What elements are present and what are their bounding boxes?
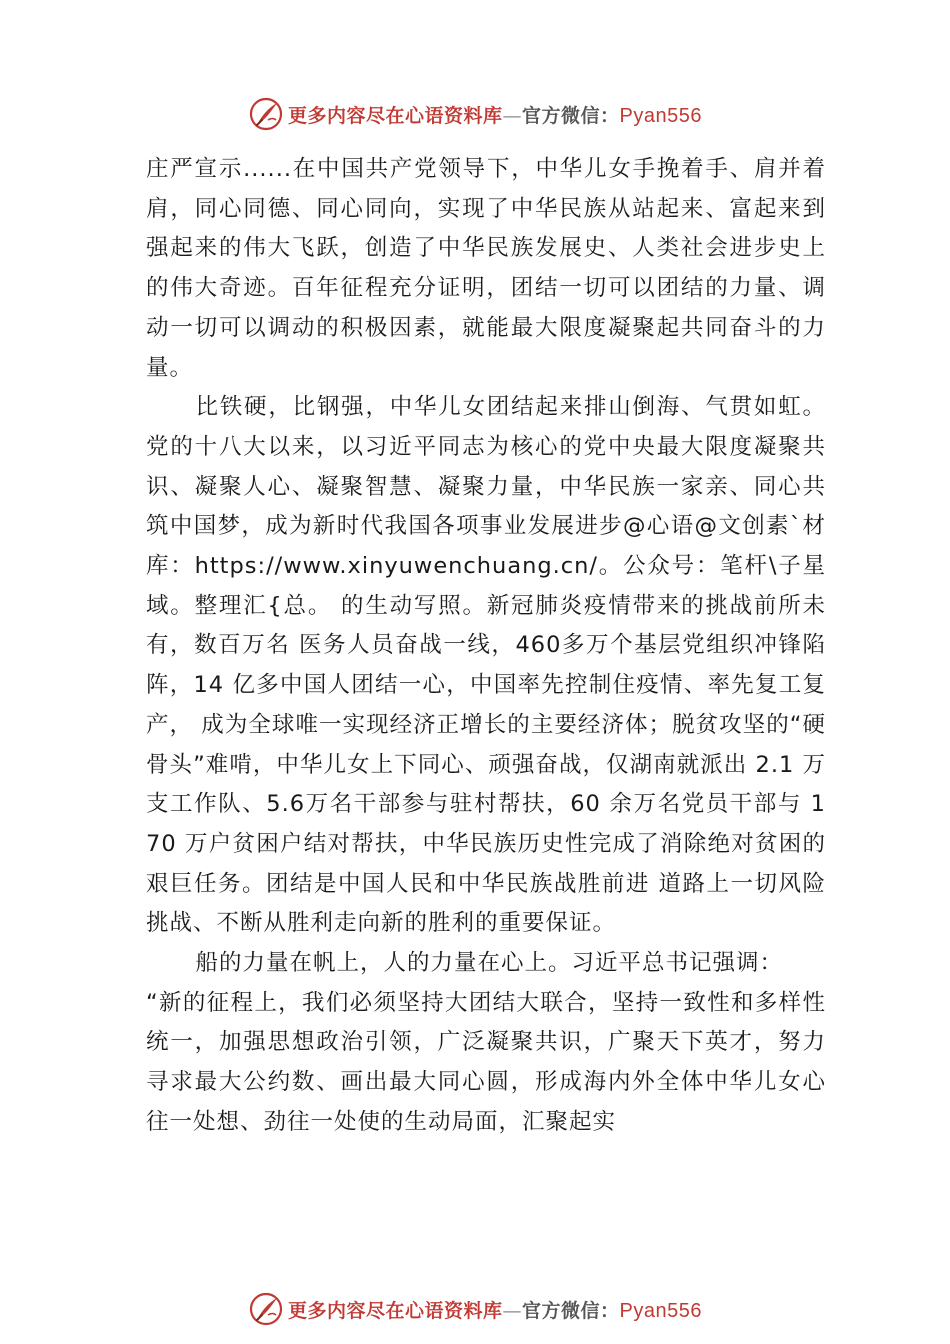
paragraph-4: “新的征程上，我们必须坚持大团结大联合，坚持一致性和多样性统一，加强思想政治引领，广泛凝聚共识，广聚天下英才，努力寻求最大公约数、画出最大同心圆，形成海内外全体中华儿女心往一处想、劲往一处使的生动局面，汇聚起实	[146, 989, 826, 1135]
header-separator: —	[502, 104, 523, 127]
footer-banner	[0, 1289, 950, 1329]
paragraph-2: 比铁硬，比钢强，中华儿女团结起来排山倒海、气贯如虹。党的十八大以来，以习近平同志为核心的党中央最大限度凝聚共识、凝聚人心、凝聚智慧、凝聚力量，中华民族一家亲、同心共筑中国梦，成为新时代我国各项事业发展进步@心语@文创素`材库：https://www.xinyuwenchuang.cn/。公众号：笔杆\子星域。整理汇{总。 的生动写照。新冠肺炎疫情带来的挑战前所未有，数百万名 医务人员奋战一线，460多万个基层党组织冲锋陷阵，14 亿多中国人团结一心，中国率先控制住疫情、率先复工复产， 成为全球唯一实现经济正增长的主要经济体；脱贫攻坚的“硬 骨头”难啃，中华儿女上下同心、顽强奋战，仅湖南就派出 2.1 万支工作队、5.6万名干部参与驻村帮扶，60 余万名党员干部与 170 万户贫困户结对帮扶，中华民族历史性完成了消除绝对贫困的艰巨任务。团结是中国人民和中华民族战胜前进 道路上一切风险挑战、不断从胜利走向新的胜利的重要保证。	[146, 394, 826, 937]
header-account: Pyan556	[619, 104, 702, 127]
footer-banner-text	[288, 1296, 702, 1323]
footer-account: Pyan556	[619, 1299, 702, 1322]
header-brand: 更多内容尽在心语资料库	[288, 104, 503, 127]
header-banner-text	[288, 101, 702, 128]
footer-brand: 更多内容尽在心语资料库	[288, 1299, 503, 1322]
document-body	[146, 150, 826, 1143]
footer-separator: —	[502, 1299, 523, 1322]
paragraph-3: 船的力量在帆上，人的力量在心上。习近平总书记强调：	[195, 950, 784, 977]
header-wechat-label: 官方微信：	[522, 104, 620, 127]
quill-logo-icon	[248, 1291, 284, 1327]
footer-wechat-label: 官方微信：	[522, 1299, 620, 1322]
header-banner	[0, 94, 950, 134]
paragraph-1: 庄严宣示......在中国共产党领导下，中华儿女手挽着手、肩并着肩，同心同德、同心同向，实现了中华民族从站起来、富起来到强起来的伟大飞跃，创造了中华民族发展史、人类社会进步史上的伟大奇迹。百年征程充分证明，团结一切可以团结的力量、调动一切可以调动的积极因素，就能最大限度凝聚起共同奋斗的力量。	[146, 156, 826, 381]
quill-logo-icon	[248, 96, 284, 132]
